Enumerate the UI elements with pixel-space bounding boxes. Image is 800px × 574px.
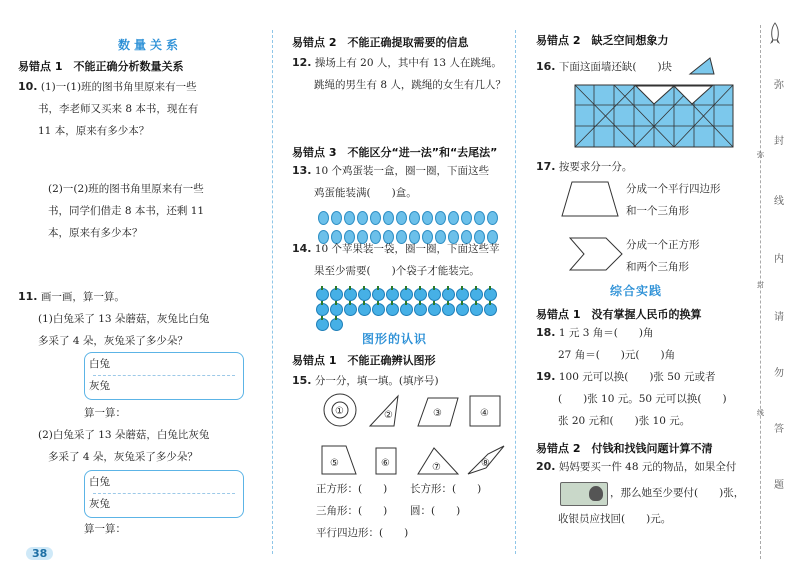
margin-char-small: 封 xyxy=(757,281,764,289)
question-text: 分一分，填一填。(填序号) xyxy=(314,375,439,387)
apple-icon xyxy=(400,303,413,316)
egg-icon xyxy=(409,211,420,225)
page-number: 38 xyxy=(32,547,48,560)
egg-icon xyxy=(331,211,342,225)
question-number: 20. xyxy=(536,460,556,473)
question-text: 100 元可以换( )张 50 元或者 xyxy=(558,371,716,383)
question-20 xyxy=(536,456,736,478)
question-17 xyxy=(536,156,632,178)
apple-icon xyxy=(428,303,441,316)
calc-label-2: 算一算： xyxy=(84,523,126,535)
question-text: 多采了 4 朵，灰兔采了多少朵？ xyxy=(48,451,198,463)
question-number: 14. xyxy=(292,242,312,255)
egg-icon xyxy=(383,211,394,225)
apple-icon xyxy=(470,303,483,316)
box-divider xyxy=(93,375,235,376)
question-11-part2 xyxy=(38,424,209,468)
apple-icon xyxy=(330,318,343,331)
apple-icon xyxy=(316,303,329,316)
question-number: 11. xyxy=(18,290,38,303)
question-12 xyxy=(292,52,506,96)
banknote-icon xyxy=(560,482,608,506)
question-text: 11 本，原来有多少本？ xyxy=(38,125,150,137)
box-label-white-rabbit: 白兔 xyxy=(89,476,110,488)
margin-char: 请 xyxy=(774,312,784,323)
margin-char-small: 线 xyxy=(757,409,764,417)
question-text: (1)白兔采了 13 朵蘑菇，灰兔比白兔 xyxy=(38,313,210,325)
cut-line xyxy=(760,25,761,559)
question-text: 鸡蛋能装满( )盒。 xyxy=(314,187,417,199)
apple-icon xyxy=(330,303,343,316)
margin-char: 内 xyxy=(774,254,784,265)
margin-char-small: 弥 xyxy=(757,151,764,159)
egg-icon xyxy=(344,211,355,225)
question-text: 下面这面墙还缺( )块 xyxy=(558,61,673,73)
question-text: 27 角＝( )元( )角 xyxy=(558,349,676,361)
question-text: 书，同学们借走 8 本书，还剩 11 xyxy=(48,205,205,217)
egg-icon xyxy=(461,211,472,225)
calc-label-1: 算一算： xyxy=(84,407,126,419)
instruction-text: 分成一个平行四边形 xyxy=(626,183,721,195)
section-title-quantity: 数量关系 xyxy=(118,38,183,52)
question-text: 妈妈要买一件 48 元的物品，如果全付 xyxy=(558,461,737,473)
split-instruction-b xyxy=(626,234,700,278)
column-divider-right xyxy=(515,30,516,554)
section-title-practice: 综合实践 xyxy=(610,284,663,298)
question-19 xyxy=(536,366,727,432)
apple-icon xyxy=(414,303,427,316)
apple-icon xyxy=(400,288,413,301)
missing-tile-icon xyxy=(688,56,718,76)
answer-parallelogram[interactable]: 平行四边形：( ) xyxy=(316,527,409,539)
apple-icon xyxy=(330,288,343,301)
question-text: 10 个苹果装一袋，圈一圈，下面这些苹 xyxy=(314,243,500,255)
shape-label: ④ xyxy=(480,408,489,419)
page-number-badge xyxy=(26,547,53,560)
apple-icon xyxy=(386,303,399,316)
question-16 xyxy=(536,56,672,78)
egg-icon xyxy=(448,211,459,225)
error-point-heading: 易错点 2 付钱和找钱问题计算不清 xyxy=(536,442,713,455)
question-10-part2 xyxy=(48,178,204,244)
answer-rectangle[interactable]: 长方形：( ) xyxy=(410,483,482,495)
question-number: 12. xyxy=(292,56,312,69)
shape-label: ⑧ xyxy=(481,458,490,469)
apple-icon xyxy=(484,288,497,301)
answer-square[interactable]: 正方形：( ) xyxy=(316,483,388,495)
error-point-heading: 易错点 1 不能正确分析数量关系 xyxy=(18,60,184,73)
egg-icon xyxy=(318,211,329,225)
drawing-box-2[interactable] xyxy=(84,470,244,518)
trapezoid-figure xyxy=(560,180,620,220)
shape-label: ① xyxy=(335,406,344,417)
margin-char: 封 xyxy=(774,136,784,147)
split-instruction-a xyxy=(626,178,721,222)
rocket-icon xyxy=(768,22,782,46)
margin-char: 答 xyxy=(774,424,784,435)
answer-circle[interactable]: 圆：( ) xyxy=(410,505,461,517)
question-number: 15. xyxy=(292,374,312,387)
question-text: (1)一(1)班的图书角里原来有一些 xyxy=(40,81,197,93)
box-label-grey-rabbit: 灰兔 xyxy=(89,380,110,392)
box-divider xyxy=(93,493,235,494)
instruction-text: 分成一个正方形 xyxy=(626,239,700,251)
apple-icon xyxy=(456,288,469,301)
shape-label: ② xyxy=(384,410,393,421)
question-text: 多采了 4 朵，灰兔采了多少朵？ xyxy=(38,335,188,347)
question-text: (2)一(2)班的图书角里原来有一些 xyxy=(48,183,204,195)
margin-char: 题 xyxy=(774,480,784,491)
apple-icon xyxy=(358,288,371,301)
apple-icon xyxy=(428,288,441,301)
apple-icon xyxy=(484,303,497,316)
margin-char: 线 xyxy=(774,196,784,207)
apple-icon xyxy=(442,303,455,316)
margin-char: 弥 xyxy=(774,80,784,91)
egg-icon xyxy=(435,211,446,225)
egg-icon xyxy=(487,211,498,225)
question-text: 操场上有 20 人，其中有 13 人在跳绳。 xyxy=(314,57,502,69)
shape-label: ③ xyxy=(433,408,442,419)
apple-icon xyxy=(344,303,357,316)
question-text: 收银员应找回( )元。 xyxy=(558,513,672,525)
error-point-heading: 易错点 1 不能正确辨认图形 xyxy=(292,354,436,367)
apple-icon xyxy=(358,303,371,316)
question-text: 按要求分一分。 xyxy=(558,161,633,173)
shape-label: ⑥ xyxy=(381,458,390,469)
apple-icon xyxy=(316,318,329,331)
question-number: 10. xyxy=(18,80,38,93)
drawing-box-1[interactable] xyxy=(84,352,244,400)
egg-icon xyxy=(357,211,368,225)
apple-icon xyxy=(316,288,329,301)
question-11 xyxy=(18,286,209,352)
question-number: 18. xyxy=(536,326,556,339)
question-13 xyxy=(292,160,489,204)
question-18 xyxy=(536,322,675,366)
apple-icon xyxy=(372,303,385,316)
instruction-text: 和一个三角形 xyxy=(626,205,689,217)
question-text: 本，原来有多少本？ xyxy=(48,227,143,239)
question-text: 跳绳的男生有 8 人，跳绳的女生有几人？ xyxy=(314,79,506,91)
egg-icon xyxy=(422,211,433,225)
question-number: 19. xyxy=(536,370,556,383)
apple-icon xyxy=(344,288,357,301)
box-label-white-rabbit: 白兔 xyxy=(89,358,110,370)
question-10 xyxy=(18,76,198,142)
question-number: 16. xyxy=(536,60,556,73)
shape-trapezoid xyxy=(322,446,356,474)
question-14 xyxy=(292,238,500,282)
column-divider-left xyxy=(272,30,273,554)
apple-icon xyxy=(470,288,483,301)
apple-icon xyxy=(456,303,469,316)
apple-group xyxy=(316,288,506,333)
tile-wall-figure xyxy=(574,84,734,148)
question-15 xyxy=(292,370,439,392)
question-text: 张 20 元和( )张 10 元。 xyxy=(558,415,691,427)
instruction-text: 和两个三角形 xyxy=(626,261,689,273)
question-text: 书，李老师又买来 8 本书，现在有 xyxy=(38,103,199,115)
box-label-grey-rabbit: 灰兔 xyxy=(89,498,110,510)
error-point-heading: 易错点 2 不能正确提取需要的信息 xyxy=(292,36,469,49)
question-text: 果至少需要( )个袋子才能装完。 xyxy=(314,265,480,277)
question-number: 17. xyxy=(536,160,556,173)
error-point-heading: 易错点 3 不能区分“进一法”和“去尾法” xyxy=(292,146,498,159)
egg-icon xyxy=(474,211,485,225)
shapes-figure xyxy=(318,392,508,482)
shape-label: ⑤ xyxy=(330,458,339,469)
question-text: (2)白兔采了 13 朵蘑菇，白兔比灰兔 xyxy=(38,429,210,441)
apple-icon xyxy=(442,288,455,301)
error-point-heading: 易错点 2 缺乏空间想象力 xyxy=(536,34,669,47)
section-title-shapes: 图形的认识 xyxy=(362,332,428,346)
question-text: ( )张 10 元。50 元可以换( ) xyxy=(558,393,727,405)
apple-icon xyxy=(372,288,385,301)
apple-icon xyxy=(414,288,427,301)
egg-icon xyxy=(370,211,381,225)
question-text: ，那么她至少要付( )张， xyxy=(610,487,745,499)
error-point-heading: 易错点 1 没有掌握人民币的换算 xyxy=(536,308,702,321)
question-text: 10 个鸡蛋装一盒，圈一圈，下面这些 xyxy=(314,165,490,177)
answer-triangle[interactable]: 三角形：( ) xyxy=(316,505,388,517)
question-text: 画一画，算一算。 xyxy=(40,291,125,303)
question-number: 13. xyxy=(292,164,312,177)
arrow-shape-figure xyxy=(566,236,626,274)
shape-label: ⑦ xyxy=(432,462,441,473)
margin-char: 勿 xyxy=(774,368,784,379)
egg-icon xyxy=(396,211,407,225)
apple-icon xyxy=(386,288,399,301)
question-text: 1 元 3 角＝( )角 xyxy=(558,327,654,339)
